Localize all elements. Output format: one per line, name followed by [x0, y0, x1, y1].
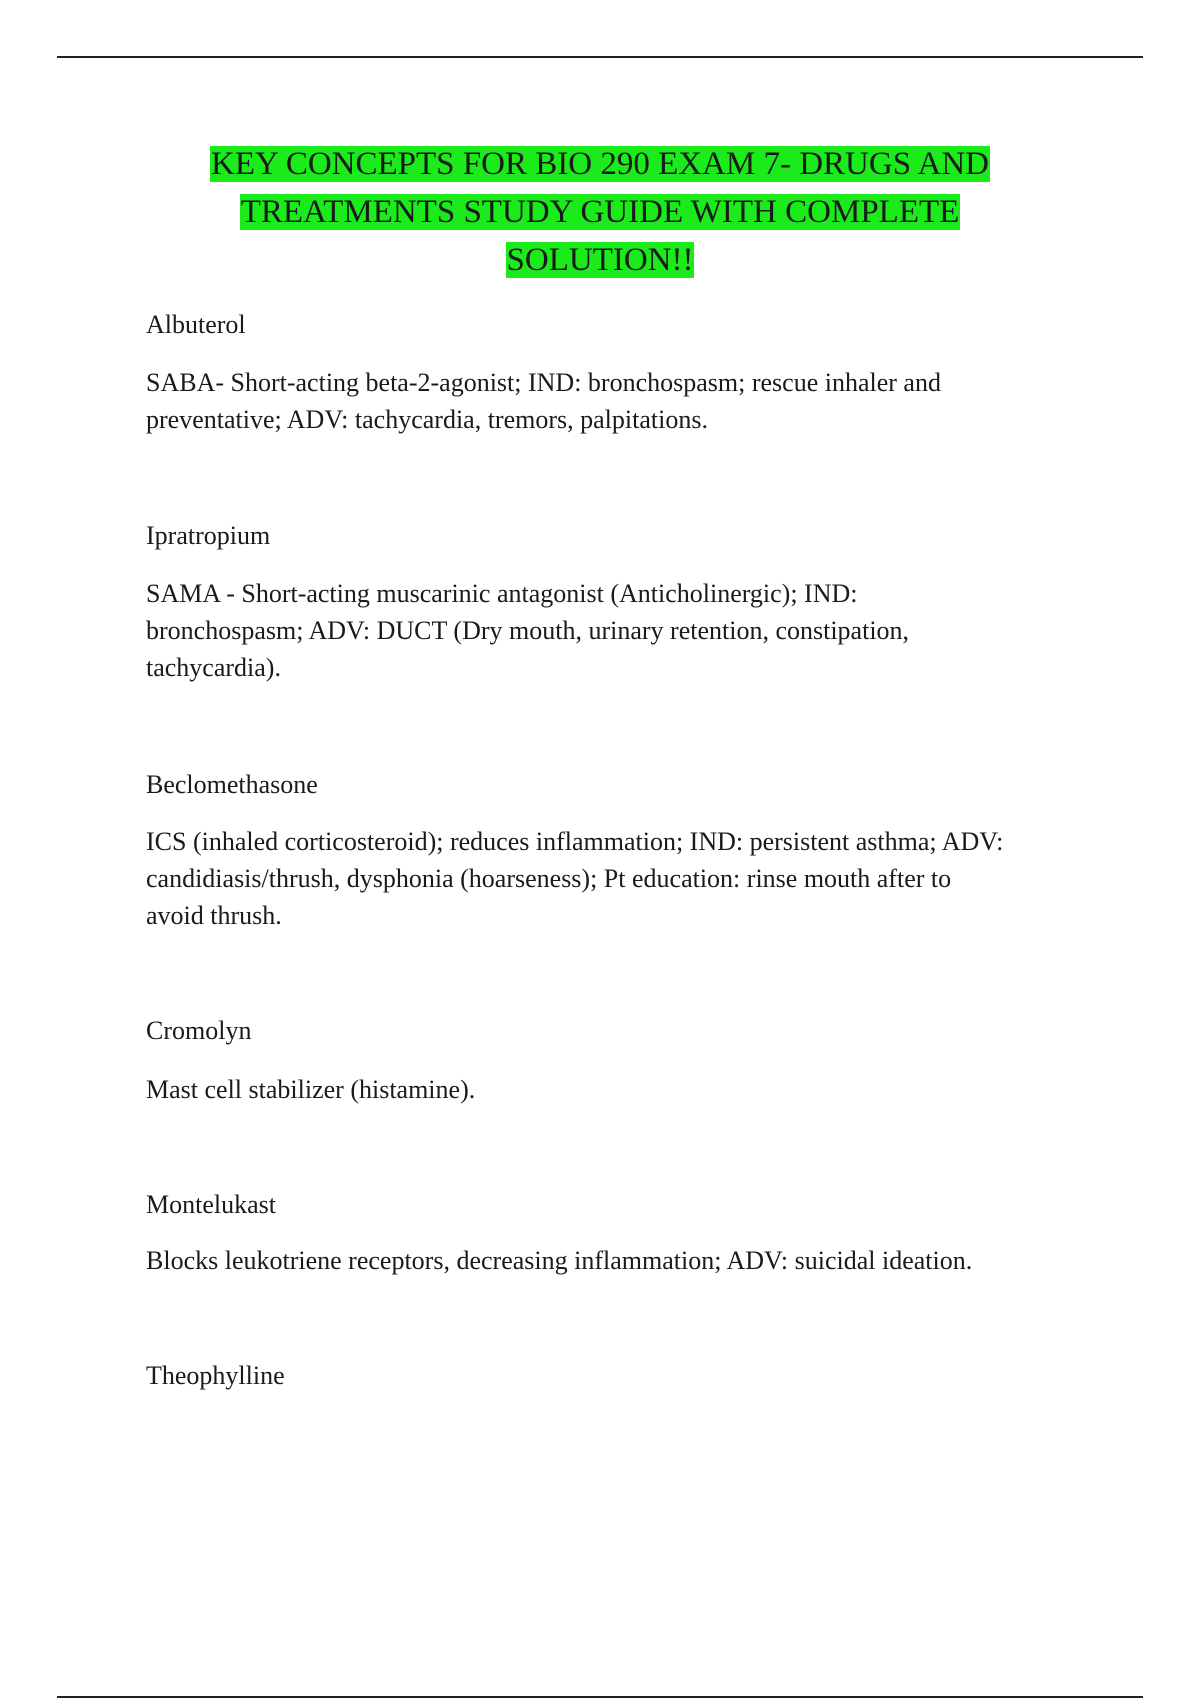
definition-beclomethasone	[146, 823, 1106, 934]
definition-line: Mast cell stabilizer (histamine).	[146, 1075, 476, 1104]
definition-line: ICS (inhaled corticosteroid); reduces inflammation; IND: persistent asthma; ADV:	[146, 827, 1004, 856]
term-beclomethasone: Beclomethasone	[146, 770, 318, 799]
definition-line: Blocks leukotriene receptors, decreasing inflammation; ADV: suicidal ideation.	[146, 1246, 973, 1275]
definition-line: tachycardia).	[146, 653, 281, 682]
definition-line: bronchospasm; ADV: DUCT (Dry mouth, urinary retention, constipation,	[146, 616, 910, 645]
definition-line: SABA- Short-acting beta-2-agonist; IND: bronchospasm; rescue inhaler and	[146, 368, 941, 397]
title-line-1: KEY CONCEPTS FOR BIO 290 EXAM 7- DRUGS AND	[210, 146, 989, 182]
title-line-2: TREATMENTS STUDY GUIDE WITH COMPLETE	[240, 194, 960, 230]
term-ipratropium: Ipratropium	[146, 521, 271, 550]
term-cromolyn: Cromolyn	[146, 1016, 252, 1045]
title-line-3: SOLUTION!!	[506, 242, 694, 278]
definition-line: preventative; ADV: tachycardia, tremors, palpitations.	[146, 405, 708, 434]
term-theophylline: Theophylline	[146, 1361, 285, 1390]
definition-ipratropium	[146, 575, 1106, 686]
definition-cromolyn	[146, 1071, 1106, 1108]
term-albuterol: Albuterol	[146, 310, 246, 339]
term-montelukast: Montelukast	[146, 1190, 276, 1219]
definition-line: avoid thrush.	[146, 901, 282, 930]
top-rule	[57, 56, 1143, 58]
bottom-rule	[57, 1696, 1143, 1698]
definition-line: SAMA - Short-acting muscarinic antagonist (Anticholinergic); IND:	[146, 579, 858, 608]
definition-line: candidiasis/thrush, dysphonia (hoarseness); Pt education: rinse mouth after to	[146, 864, 952, 893]
definition-montelukast	[146, 1242, 1106, 1279]
document-title	[100, 140, 1100, 284]
definition-albuterol	[146, 364, 1106, 438]
